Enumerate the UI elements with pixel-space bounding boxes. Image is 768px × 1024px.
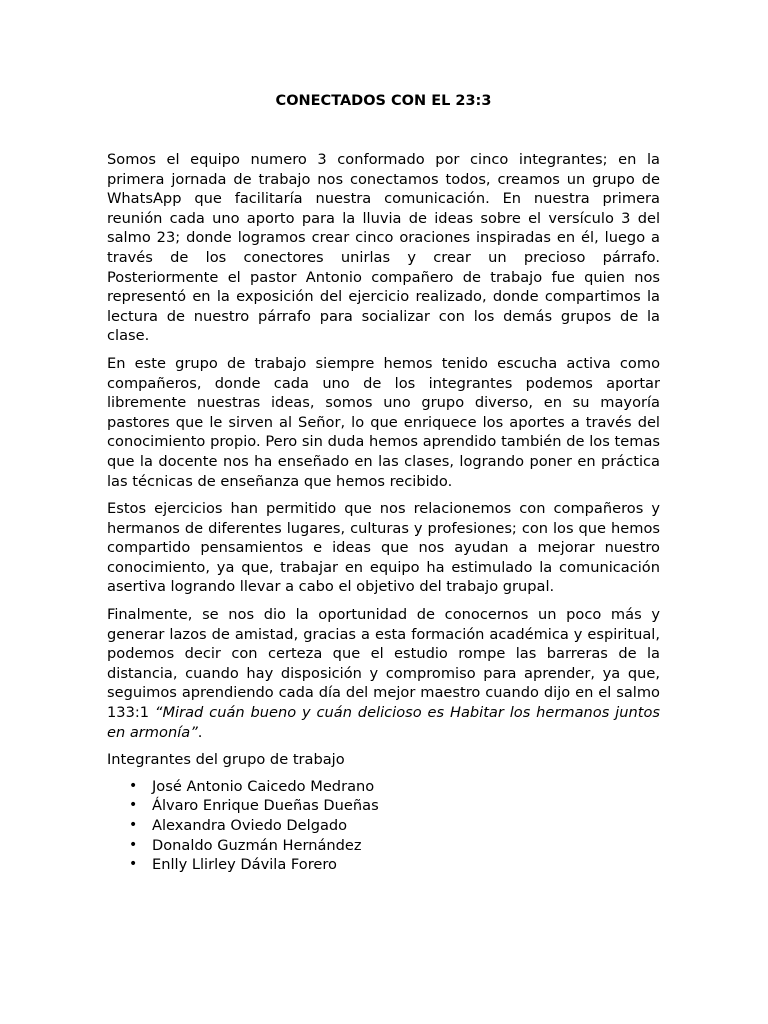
list-item xyxy=(107,816,660,836)
paragraph-relationships: Estos ejercicios han permitido que nos relacionemos con compañeros y hermanos de diferentes lugares, culturas y profesiones; con los que hemos compartido pensamientos e ideas que nos ayudan a mejorar nuestro conocimiento, ya que, trabajar en equipo ha estimulado la comunicación asertiva logrando llevar a cabo el objetivo del trabajo grupal. xyxy=(107,500,660,596)
members-list xyxy=(107,777,660,875)
bullet-icon: • xyxy=(129,797,138,814)
member-name: Donaldo Guzmán Hernández xyxy=(152,836,362,854)
conclusion-text: Finalmente, se nos dio la oportunidad de conocernos un poco más y generar lazos de amistad, gracias a esta formación académica y espiritual, podemos decir con certeza que el estudio rompe las barreras de la distancia, cuando hay disposición y compromiso para aprender, ya que, seguimos aprendiendo cada día del mejor maestro cuando dijo en el salmo 133:1 xyxy=(107,606,660,722)
paragraph-conclusion xyxy=(107,605,660,742)
list-item xyxy=(107,855,660,875)
member-name: Enlly Llirley Dávila Forero xyxy=(152,856,337,874)
document-body xyxy=(107,150,660,875)
list-item xyxy=(107,796,660,816)
members-heading: Integrantes del grupo de trabajo xyxy=(107,751,345,769)
document-title: CONECTADOS CON EL 23:3 xyxy=(275,93,492,109)
psalm-quote: “Mirad cuán bueno y cuán delicioso es Habitar los hermanos juntos en armonía” xyxy=(107,704,660,741)
member-name: Álvaro Enrique Dueñas Dueñas xyxy=(152,797,379,815)
bullet-icon: • xyxy=(129,777,138,794)
bullet-icon: • xyxy=(129,817,138,833)
member-name: Alexandra Oviedo Delgado xyxy=(152,817,348,834)
member-name: José Antonio Caicedo Medrano xyxy=(152,777,375,795)
list-item xyxy=(107,836,660,856)
paragraph-team-intro: Somos el equipo numero 3 conformado por cinco integrantes; en la primera jornada de trabajo nos conectamos todos, creamos un grupo de WhatsApp que facilitaría nuestra comunicación. En nuestra primera reunión cada uno aporto para la lluvia de ideas sobre el versículo 3 del salmo 23; donde logramos crear cinco oraciones inspiradas en él, luego a través de los conectores unirlas y crear un precioso párrafo. Posteriormente el pastor Antonio compañero de trabajo fue quien nos representó en la exposición del ejercicio realizado, donde compartimos la lectura de nuestro párrafo para socializar con los demás grupos de la clase. xyxy=(107,151,660,345)
bullet-icon: • xyxy=(129,836,138,853)
bullet-icon: • xyxy=(129,856,138,873)
conclusion-end: . xyxy=(197,723,203,741)
list-item xyxy=(107,777,660,797)
paragraph-active-listening: En este grupo de trabajo siempre hemos tenido escucha activa como compañeros, donde cada uno de los integrantes podemos aportar libremente nuestras ideas, somos uno grupo diverso, en su mayoría pastores que le sirven al Señor, lo que enriquece los aportes a través del conocimiento propio. Pero sin duda hemos aprendido también de los temas que la docente nos ha enseñado en las clases, logrando poner en práctica las técnicas de enseñanza que hemos recibido. xyxy=(107,354,660,490)
